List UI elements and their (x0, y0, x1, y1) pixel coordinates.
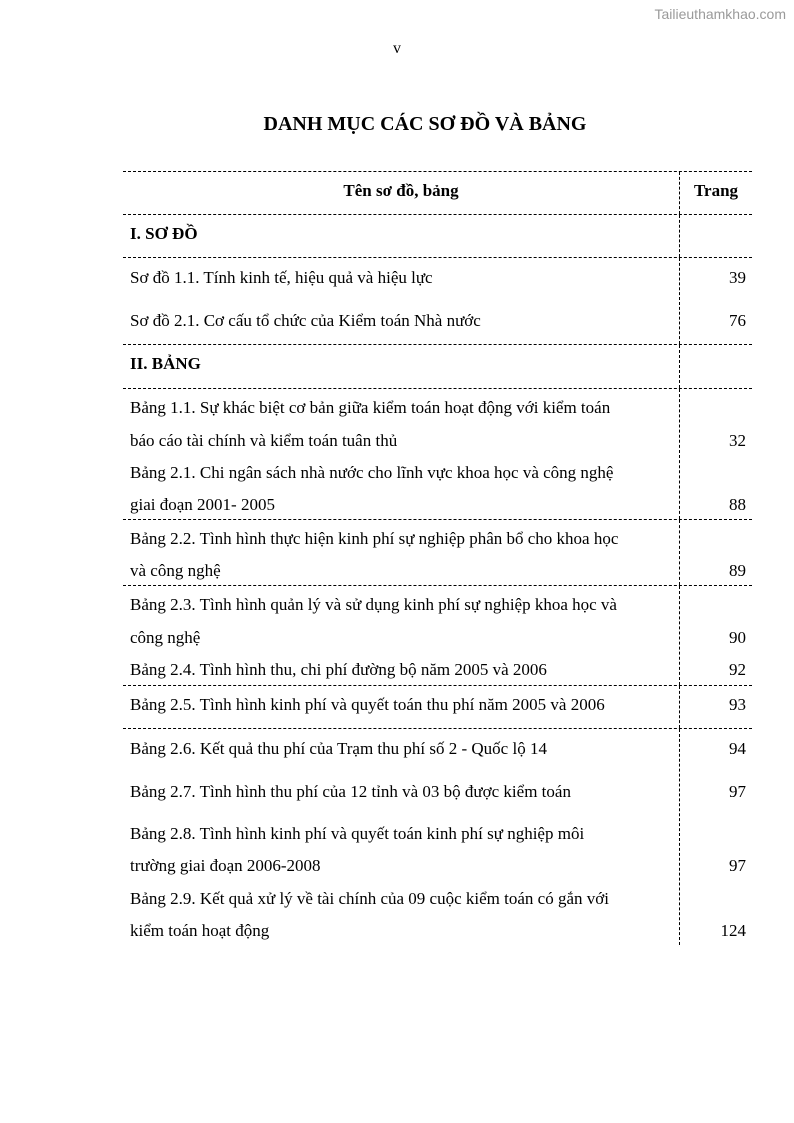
entry-page-cell (680, 729, 752, 945)
entry-line: công nghệ (130, 628, 201, 647)
entry-name-cell (123, 586, 680, 685)
entry-line: Bảng 2.4. Tình hình thu, chi phí đường bộ năm 2005 và 2006 (130, 660, 547, 679)
entry-page: 97 (729, 782, 746, 801)
entry-line: báo cáo tài chính và kiểm toán tuân thủ (130, 431, 398, 450)
entry-page: 39 (729, 268, 746, 287)
entry-group-row (123, 586, 752, 686)
entry-page: 88 (729, 495, 746, 514)
entry-name-cell (123, 729, 680, 945)
section-row (123, 345, 752, 389)
entry-page: 94 (729, 739, 746, 758)
entry-name-cell (123, 520, 680, 585)
entry-line: Bảng 2.8. Tình hình kinh phí và quyết toán kinh phí sự nghiệp môi (130, 824, 585, 843)
entry-page: 93 (729, 695, 746, 714)
entry-page-cell (680, 389, 752, 519)
section-label-cell (123, 215, 680, 257)
entry-line: Bảng 2.1. Chi ngân sách nhà nước cho lĩnh vực khoa học và công nghệ (130, 463, 614, 482)
entry-page-cell (680, 686, 752, 728)
header-page: Trang (693, 181, 739, 200)
entry-line: Bảng 2.5. Tình hình kinh phí và quyết toán thu phí năm 2005 và 2006 (130, 695, 605, 714)
entry-page: 76 (729, 311, 746, 330)
entry-name-cell (123, 258, 680, 344)
section-page-cell (680, 215, 752, 257)
entry-name-cell (123, 686, 680, 728)
entry-line: Bảng 2.9. Kết quả xử lý về tài chính của 09 cuộc kiểm toán có gắn với (130, 889, 609, 908)
entry-line: Bảng 2.2. Tình hình thực hiện kinh phí sự nghiệp phân bổ cho khoa học (130, 529, 619, 548)
entry-line: Sơ đồ 1.1. Tính kinh tế, hiệu quả và hiệu lực (130, 268, 433, 287)
entry-page: 90 (729, 628, 746, 647)
entry-group-row (123, 686, 752, 729)
entry-group-row (123, 258, 752, 345)
page-number: v (393, 40, 401, 57)
toc-table (123, 171, 752, 945)
section-label-cell (123, 345, 680, 388)
entry-line: kiểm toán hoạt động (130, 921, 270, 940)
entry-page: 97 (729, 856, 746, 875)
entry-line: giai đoạn 2001- 2005 (130, 495, 275, 514)
table-header-row (123, 171, 752, 215)
entry-page-cell (680, 258, 752, 344)
entry-line: Bảng 2.6. Kết quả thu phí của Trạm thu phí số 2 - Quốc lộ 14 (130, 739, 547, 758)
entry-name-cell (123, 389, 680, 519)
section-row (123, 215, 752, 258)
page-title: DANH MỤC CÁC SƠ ĐỒ VÀ BẢNG (263, 113, 587, 135)
entry-line: trường giai đoạn 2006-2008 (130, 856, 321, 875)
entry-group-row (123, 389, 752, 520)
entry-line: và công nghệ (130, 561, 221, 580)
entry-line: Bảng 2.7. Tình hình thu phí của 12 tỉnh và 03 bộ được kiểm toán (130, 782, 571, 801)
section-page-cell (680, 345, 752, 388)
entry-page: 89 (729, 561, 746, 580)
entry-group-row (123, 520, 752, 586)
entry-page: 32 (729, 431, 746, 450)
header-page-cell (680, 172, 752, 214)
entry-page-cell (680, 586, 752, 685)
entry-page-cell (680, 520, 752, 585)
entry-page: 124 (720, 921, 746, 940)
entry-group-row (123, 729, 752, 945)
entry-page: 92 (729, 660, 746, 679)
header-name: Tên sơ đồ, bảng (343, 181, 459, 200)
section-label: I. SƠ ĐỒ (130, 224, 198, 243)
watermark: Tailieuthamkhao.com (654, 6, 786, 22)
entry-line: Sơ đồ 2.1. Cơ cấu tổ chức của Kiểm toán Nhà nước (130, 311, 481, 330)
entry-line: Bảng 1.1. Sự khác biệt cơ bản giữa kiểm toán hoạt động với kiểm toán (130, 398, 611, 417)
entry-line: Bảng 2.3. Tình hình quản lý và sử dụng kinh phí sự nghiệp khoa học và (130, 595, 617, 614)
section-label: II. BẢNG (130, 354, 201, 373)
header-name-cell (123, 172, 680, 214)
